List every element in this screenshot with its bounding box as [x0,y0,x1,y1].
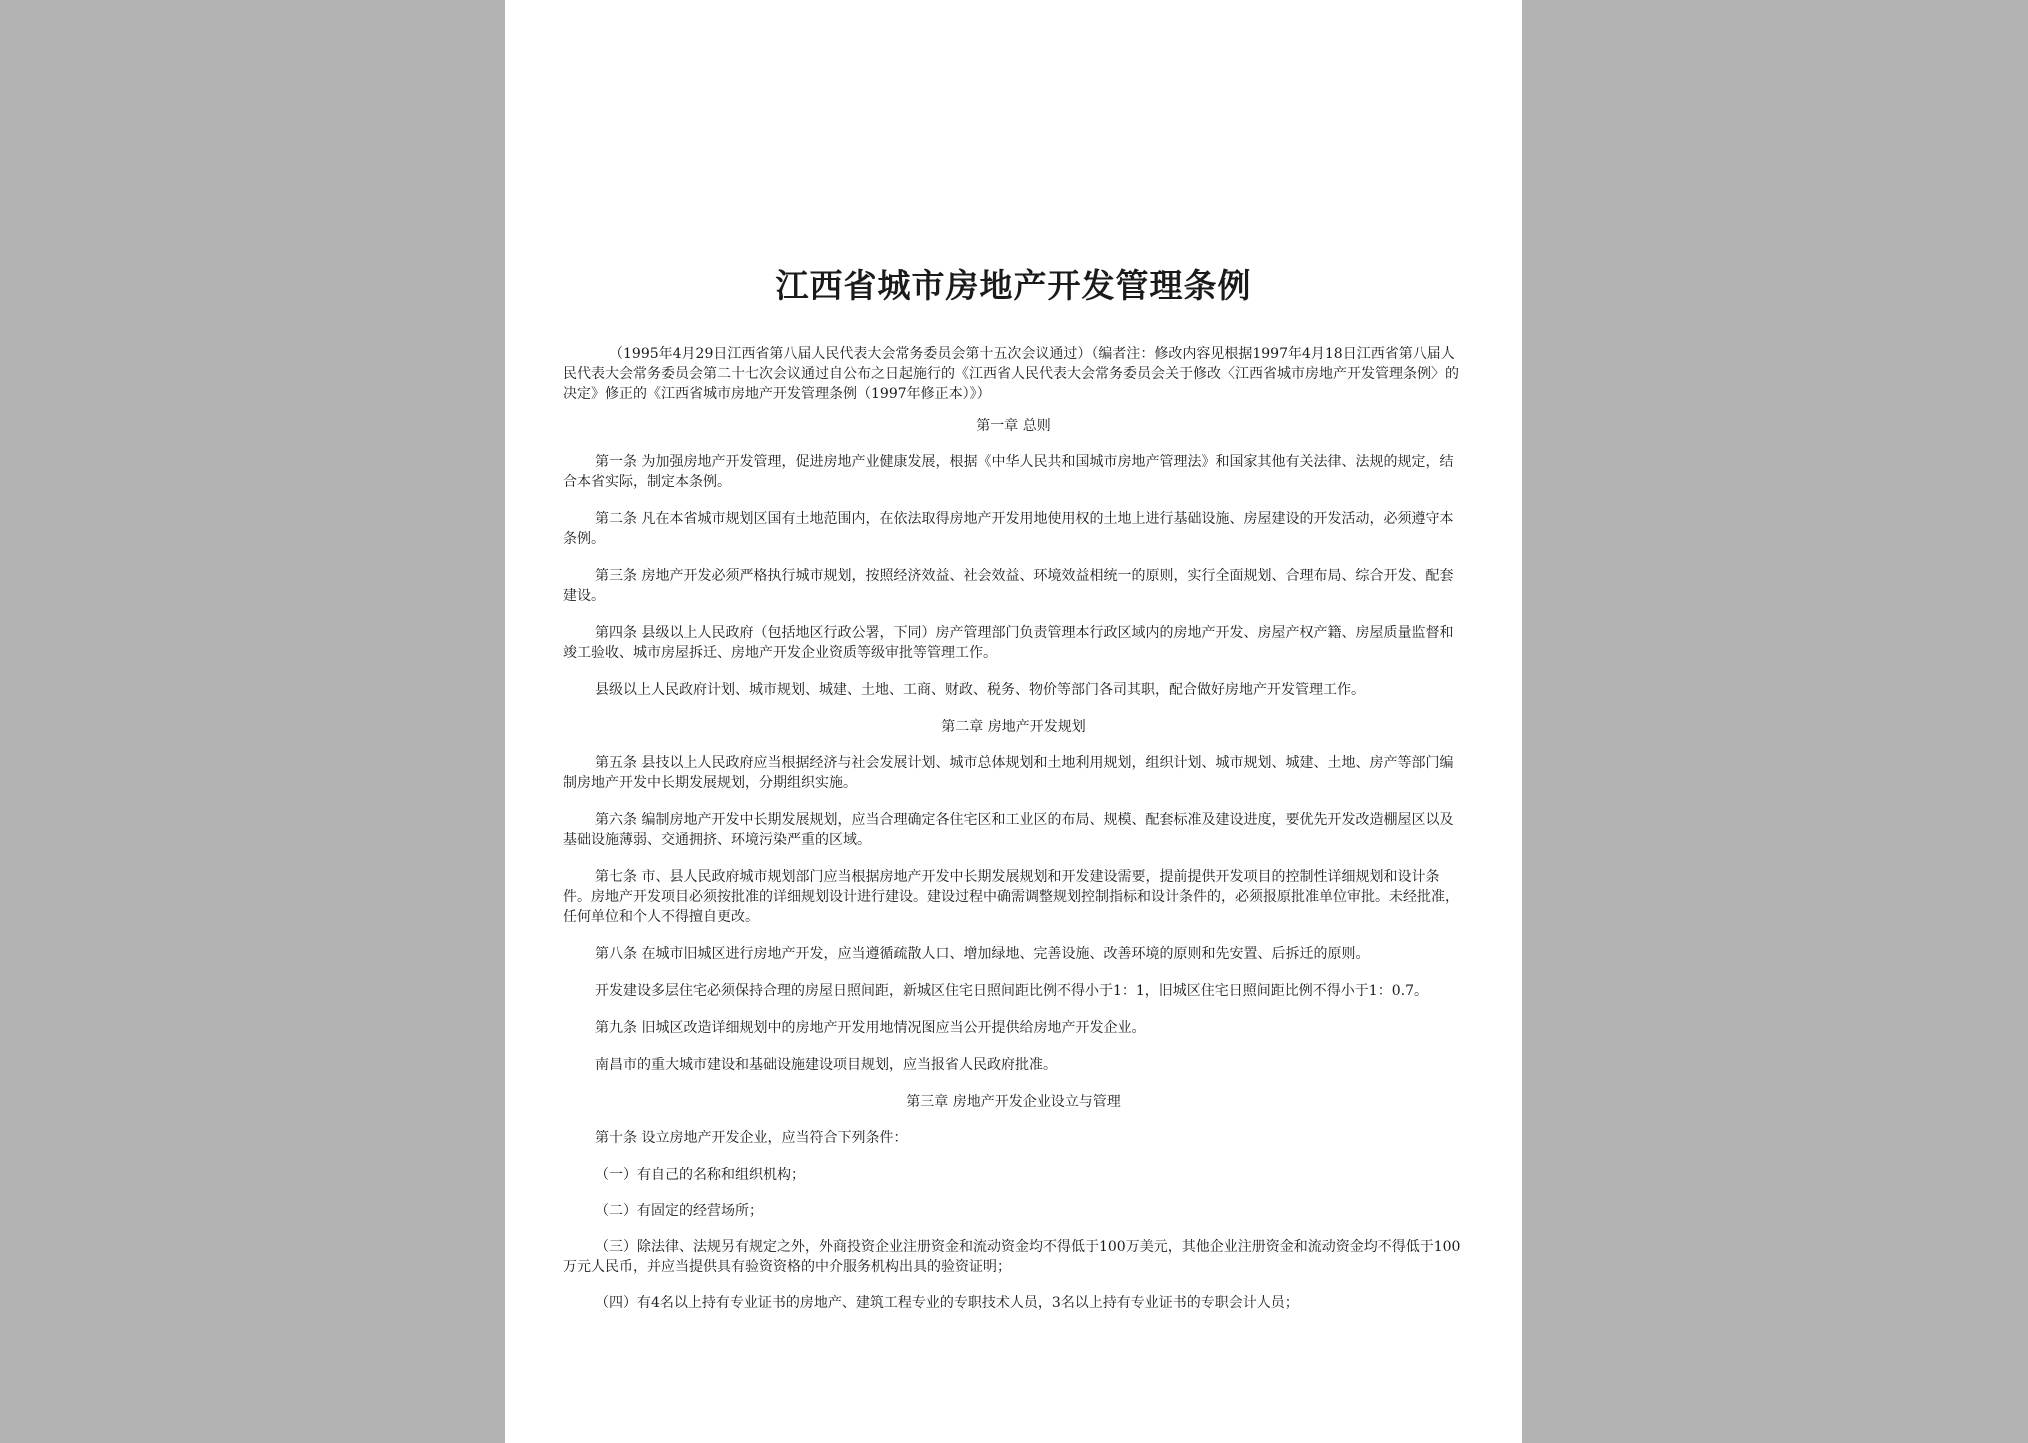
article-8-clause-2: 开发建设多层住宅必须保持合理的房屋日照间距，新城区住宅日照间距比例不得小于1：1，旧城区住宅日照间距比例不得小于1：0.7。 [595,983,1428,999]
article-3: 第三条 房地产开发必须严格执行城市规划，按照经济效益、社会效益、环境效益相统一的原则，实行全面规划、合理布局、综合开发、配套建设。 [563,568,1454,604]
article-7: 第七条 市、县人民政府城市规划部门应当根据房地产开发中长期发展规划和开发建设需要，提前提供开发项目的控制性详细规划和设计条件。房地产开发项目必须按批准的详细规划设计进行建设。建设过程中确需调整规划控制指标和设计条件的，必须报原批准单位审批。未经批准，任何单位和个人不得擅自更改。 [563,869,1459,925]
condition-item-3: （三）除法律、法规另有规定之外，外商投资企业注册资金和流动资金均不得低于100万美元，其他企业注册资金和流动资金均不得低于100万元人民币，并应当提供具有验资资格的中介服务机构出具的验资证明； [563,1239,1461,1275]
article-5: 第五条 县技以上人民政府应当根据经济与社会发展计划、城市总体规划和土地利用规划，组织计划、城市规划、城建、土地、房产等部门编制房地产开发中长期发展规划，分期组织实施。 [563,755,1454,791]
condition-item-4: （四）有4名以上持有专业证书的房地产、建筑工程专业的专职技术人员，3名以上持有专业证书的专职会计人员； [595,1295,1299,1311]
document-page [505,0,1522,1443]
article-1: 第一条 为加强房地产开发管理，促进房地产业健康发展，根据《中华人民共和国城市房地产管理法》和国家其他有关法律、法规的规定，结合本省实际，制定本条例。 [563,454,1454,490]
condition-item-1: （一）有自己的名称和组织机构； [595,1167,805,1183]
chapter-1-heading: 第一章 总则 [976,418,1051,434]
article-8: 第八条 在城市旧城区进行房地产开发，应当遵循疏散人口、增加绿地、完善设施、改善环境的原则和先安置、后拆迁的原则。 [595,946,1370,962]
article-9-clause-2: 南昌市的重大城市建设和基础设施建设项目规划，应当报省人民政府批准。 [595,1057,1057,1073]
article-4-clause-2: 县级以上人民政府计划、城市规划、城建、土地、工商、财政、税务、物价等部门各司其职，配合做好房地产开发管理工作。 [595,682,1365,698]
article-6: 第六条 编制房地产开发中长期发展规划，应当合理确定各住宅区和工业区的布局、规模、配套标准及建设进度，要优先开发改造棚屋区以及基础设施薄弱、交通拥挤、环境污染严重的区域。 [563,812,1454,848]
enactment-note: （1995年4月29日江西省第八届人民代表大会常务委员会第十五次会议通过）（编者注：修改内容见根据1997年4月18日江西省第八届人民代表大会常务委员会第二十七次会议通过自公布之日起施行的《江西省人民代表大会常务委员会关于修改〈江西省城市房地产开发管理条例〉的决定》修正的《江西省城市房地产开发管理条例（1997年修正本）》） [563,346,1459,402]
chapter-2-heading: 第二章 房地产开发规划 [941,719,1086,735]
article-10: 第十条 设立房地产开发企业，应当符合下列条件： [595,1130,908,1146]
article-2: 第二条 凡在本省城市规划区国有土地范围内，在依法取得房地产开发用地使用权的土地上进行基础设施、房屋建设的开发活动，必须遵守本条例。 [563,511,1454,547]
condition-item-2: （二）有固定的经营场所； [595,1203,763,1219]
chapter-3-heading: 第三章 房地产开发企业设立与管理 [906,1094,1121,1110]
article-4: 第四条 县级以上人民政府（包括地区行政公署，下同）房产管理部门负责管理本行政区域内的房地产开发、房屋产权产籍、房屋质量监督和竣工验收、城市房屋拆迁、房地产开发企业资质等级审批等管理工作。 [563,625,1454,661]
article-9: 第九条 旧城区改造详细规划中的房地产开发用地情况图应当公开提供给房地产开发企业。 [595,1020,1146,1036]
document-title: 江西省城市房地产开发管理条例 [775,266,1252,305]
